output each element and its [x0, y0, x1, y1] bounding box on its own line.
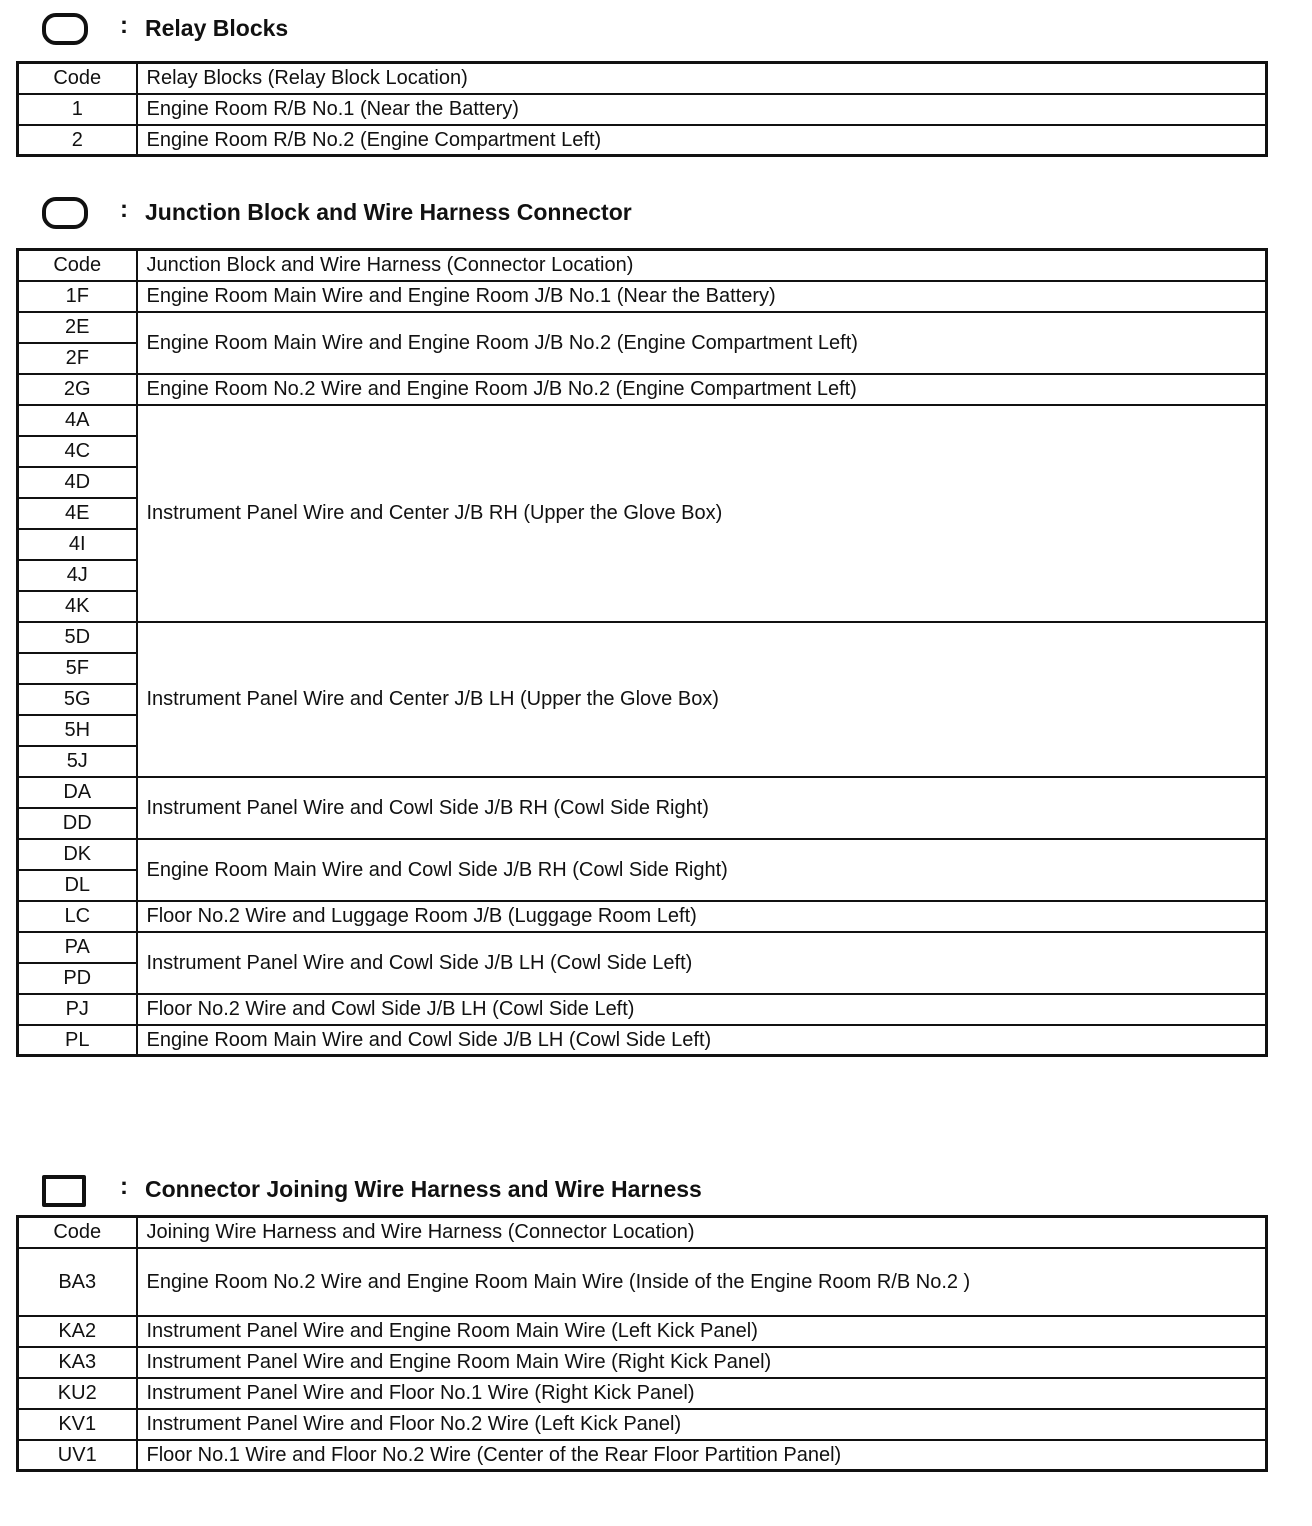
code-cell: PJ — [18, 994, 137, 1025]
connector-joining-table — [16, 1215, 1268, 1472]
section-title: Relay Blocks — [145, 15, 289, 41]
description-header: Relay Blocks (Relay Block Location) — [137, 63, 1267, 94]
description-cell: Instrument Panel Wire and Cowl Side J/B LH (Cowl Side Left) — [137, 932, 1267, 994]
description-cell: Instrument Panel Wire and Cowl Side J/B RH (Cowl Side Right) — [137, 777, 1267, 839]
code-cell: 2E — [18, 312, 137, 343]
table-row — [18, 1409, 1267, 1440]
code-cell: 5D — [18, 622, 137, 653]
description-cell: Instrument Panel Wire and Engine Room Main Wire (Left Kick Panel) — [137, 1316, 1267, 1347]
code-cell: 5H — [18, 715, 137, 746]
section-colon: : — [120, 196, 128, 223]
code-cell: 5F — [18, 653, 137, 684]
description-cell: Engine Room R/B No.1 (Near the Battery) — [137, 94, 1267, 125]
section-header — [16, 1173, 1268, 1213]
table-row — [18, 1347, 1267, 1378]
code-cell: LC — [18, 901, 137, 932]
code-cell: PA — [18, 932, 137, 963]
description-cell: Engine Room Main Wire and Cowl Side J/B RH (Cowl Side Right) — [137, 839, 1267, 901]
description-cell: Engine Room Main Wire and Engine Room J/B No.2 (Engine Compartment Left) — [137, 312, 1267, 374]
code-cell: KA3 — [18, 1347, 137, 1378]
relay-blocks-section — [16, 12, 1268, 157]
description-header: Joining Wire Harness and Wire Harness (Connector Location) — [137, 1217, 1267, 1248]
description-cell: Floor No.2 Wire and Luggage Room J/B (Luggage Room Left) — [137, 901, 1267, 932]
code-cell: 4I — [18, 529, 137, 560]
code-cell: UV1 — [18, 1440, 137, 1471]
rounded-rectangle-icon — [42, 13, 88, 45]
code-cell: DK — [18, 839, 137, 870]
code-cell: KV1 — [18, 1409, 137, 1440]
description-cell: Engine Room Main Wire and Engine Room J/B No.1 (Near the Battery) — [137, 281, 1267, 312]
code-cell: 4C — [18, 436, 137, 467]
description-cell: Engine Room No.2 Wire and Engine Room J/B No.2 (Engine Compartment Left) — [137, 374, 1267, 405]
rounded-rectangle-icon — [42, 197, 88, 229]
table-row — [18, 312, 1267, 343]
section-header — [16, 196, 1268, 236]
table-row — [18, 622, 1267, 653]
code-cell: 5J — [18, 746, 137, 777]
table-row — [18, 777, 1267, 808]
description-cell: Floor No.1 Wire and Floor No.2 Wire (Center of the Rear Floor Partition Panel) — [137, 1440, 1267, 1471]
table-row — [18, 374, 1267, 405]
table-row — [18, 901, 1267, 932]
table-row — [18, 125, 1267, 156]
code-cell: 2G — [18, 374, 137, 405]
description-cell: Floor No.2 Wire and Cowl Side J/B LH (Cowl Side Left) — [137, 994, 1267, 1025]
code-cell: 2F — [18, 343, 137, 374]
table-row — [18, 1025, 1267, 1056]
relay-blocks-table — [16, 61, 1268, 157]
table-row — [18, 839, 1267, 870]
code-cell: BA3 — [18, 1248, 137, 1316]
section-colon: : — [120, 1173, 128, 1200]
code-cell: 5G — [18, 684, 137, 715]
table-row — [18, 1316, 1267, 1347]
table-row — [18, 994, 1267, 1025]
description-cell: Engine Room Main Wire and Cowl Side J/B LH (Cowl Side Left) — [137, 1025, 1267, 1056]
table-row — [18, 1248, 1267, 1316]
code-header: Code — [18, 1217, 137, 1248]
code-cell: PD — [18, 963, 137, 994]
code-cell: DD — [18, 808, 137, 839]
code-cell: DL — [18, 870, 137, 901]
junction-block-table — [16, 248, 1268, 1057]
section-title: Connector Joining Wire Harness and Wire Harness — [145, 1176, 702, 1202]
code-cell: KA2 — [18, 1316, 137, 1347]
table-header-row — [18, 63, 1267, 94]
code-cell: 4A — [18, 405, 137, 436]
code-cell: 4J — [18, 560, 137, 591]
code-cell: 4K — [18, 591, 137, 622]
table-row — [18, 281, 1267, 312]
description-cell: Instrument Panel Wire and Floor No.2 Wire (Left Kick Panel) — [137, 1409, 1267, 1440]
description-cell: Instrument Panel Wire and Floor No.1 Wire (Right Kick Panel) — [137, 1378, 1267, 1409]
section-header — [16, 12, 1268, 52]
section-colon: : — [120, 12, 128, 39]
table-row — [18, 1378, 1267, 1409]
code-header: Code — [18, 63, 137, 94]
table-row — [18, 94, 1267, 125]
table-row — [18, 932, 1267, 963]
table-header-row — [18, 250, 1267, 281]
section-title: Junction Block and Wire Harness Connector — [145, 199, 632, 225]
table-header-row — [18, 1217, 1267, 1248]
description-cell: Instrument Panel Wire and Center J/B LH (Upper the Glove Box) — [137, 622, 1267, 777]
code-cell: 1 — [18, 94, 137, 125]
code-cell: 1F — [18, 281, 137, 312]
code-cell: DA — [18, 777, 137, 808]
table-row — [18, 405, 1267, 436]
table-row — [18, 1440, 1267, 1471]
code-cell: 4D — [18, 467, 137, 498]
junction-block-section — [16, 196, 1268, 1057]
description-cell: Instrument Panel Wire and Center J/B RH (Upper the Glove Box) — [137, 405, 1267, 622]
description-cell: Instrument Panel Wire and Engine Room Main Wire (Right Kick Panel) — [137, 1347, 1267, 1378]
code-header: Code — [18, 250, 137, 281]
code-cell: 2 — [18, 125, 137, 156]
code-cell: PL — [18, 1025, 137, 1056]
description-cell: Engine Room No.2 Wire and Engine Room Main Wire (Inside of the Engine Room R/B No.2 ) — [137, 1248, 1267, 1316]
square-icon — [42, 1175, 86, 1207]
code-cell: 4E — [18, 498, 137, 529]
code-cell: KU2 — [18, 1378, 137, 1409]
description-cell: Engine Room R/B No.2 (Engine Compartment Left) — [137, 125, 1267, 156]
connector-joining-section — [16, 1173, 1268, 1472]
description-header: Junction Block and Wire Harness (Connector Location) — [137, 250, 1267, 281]
